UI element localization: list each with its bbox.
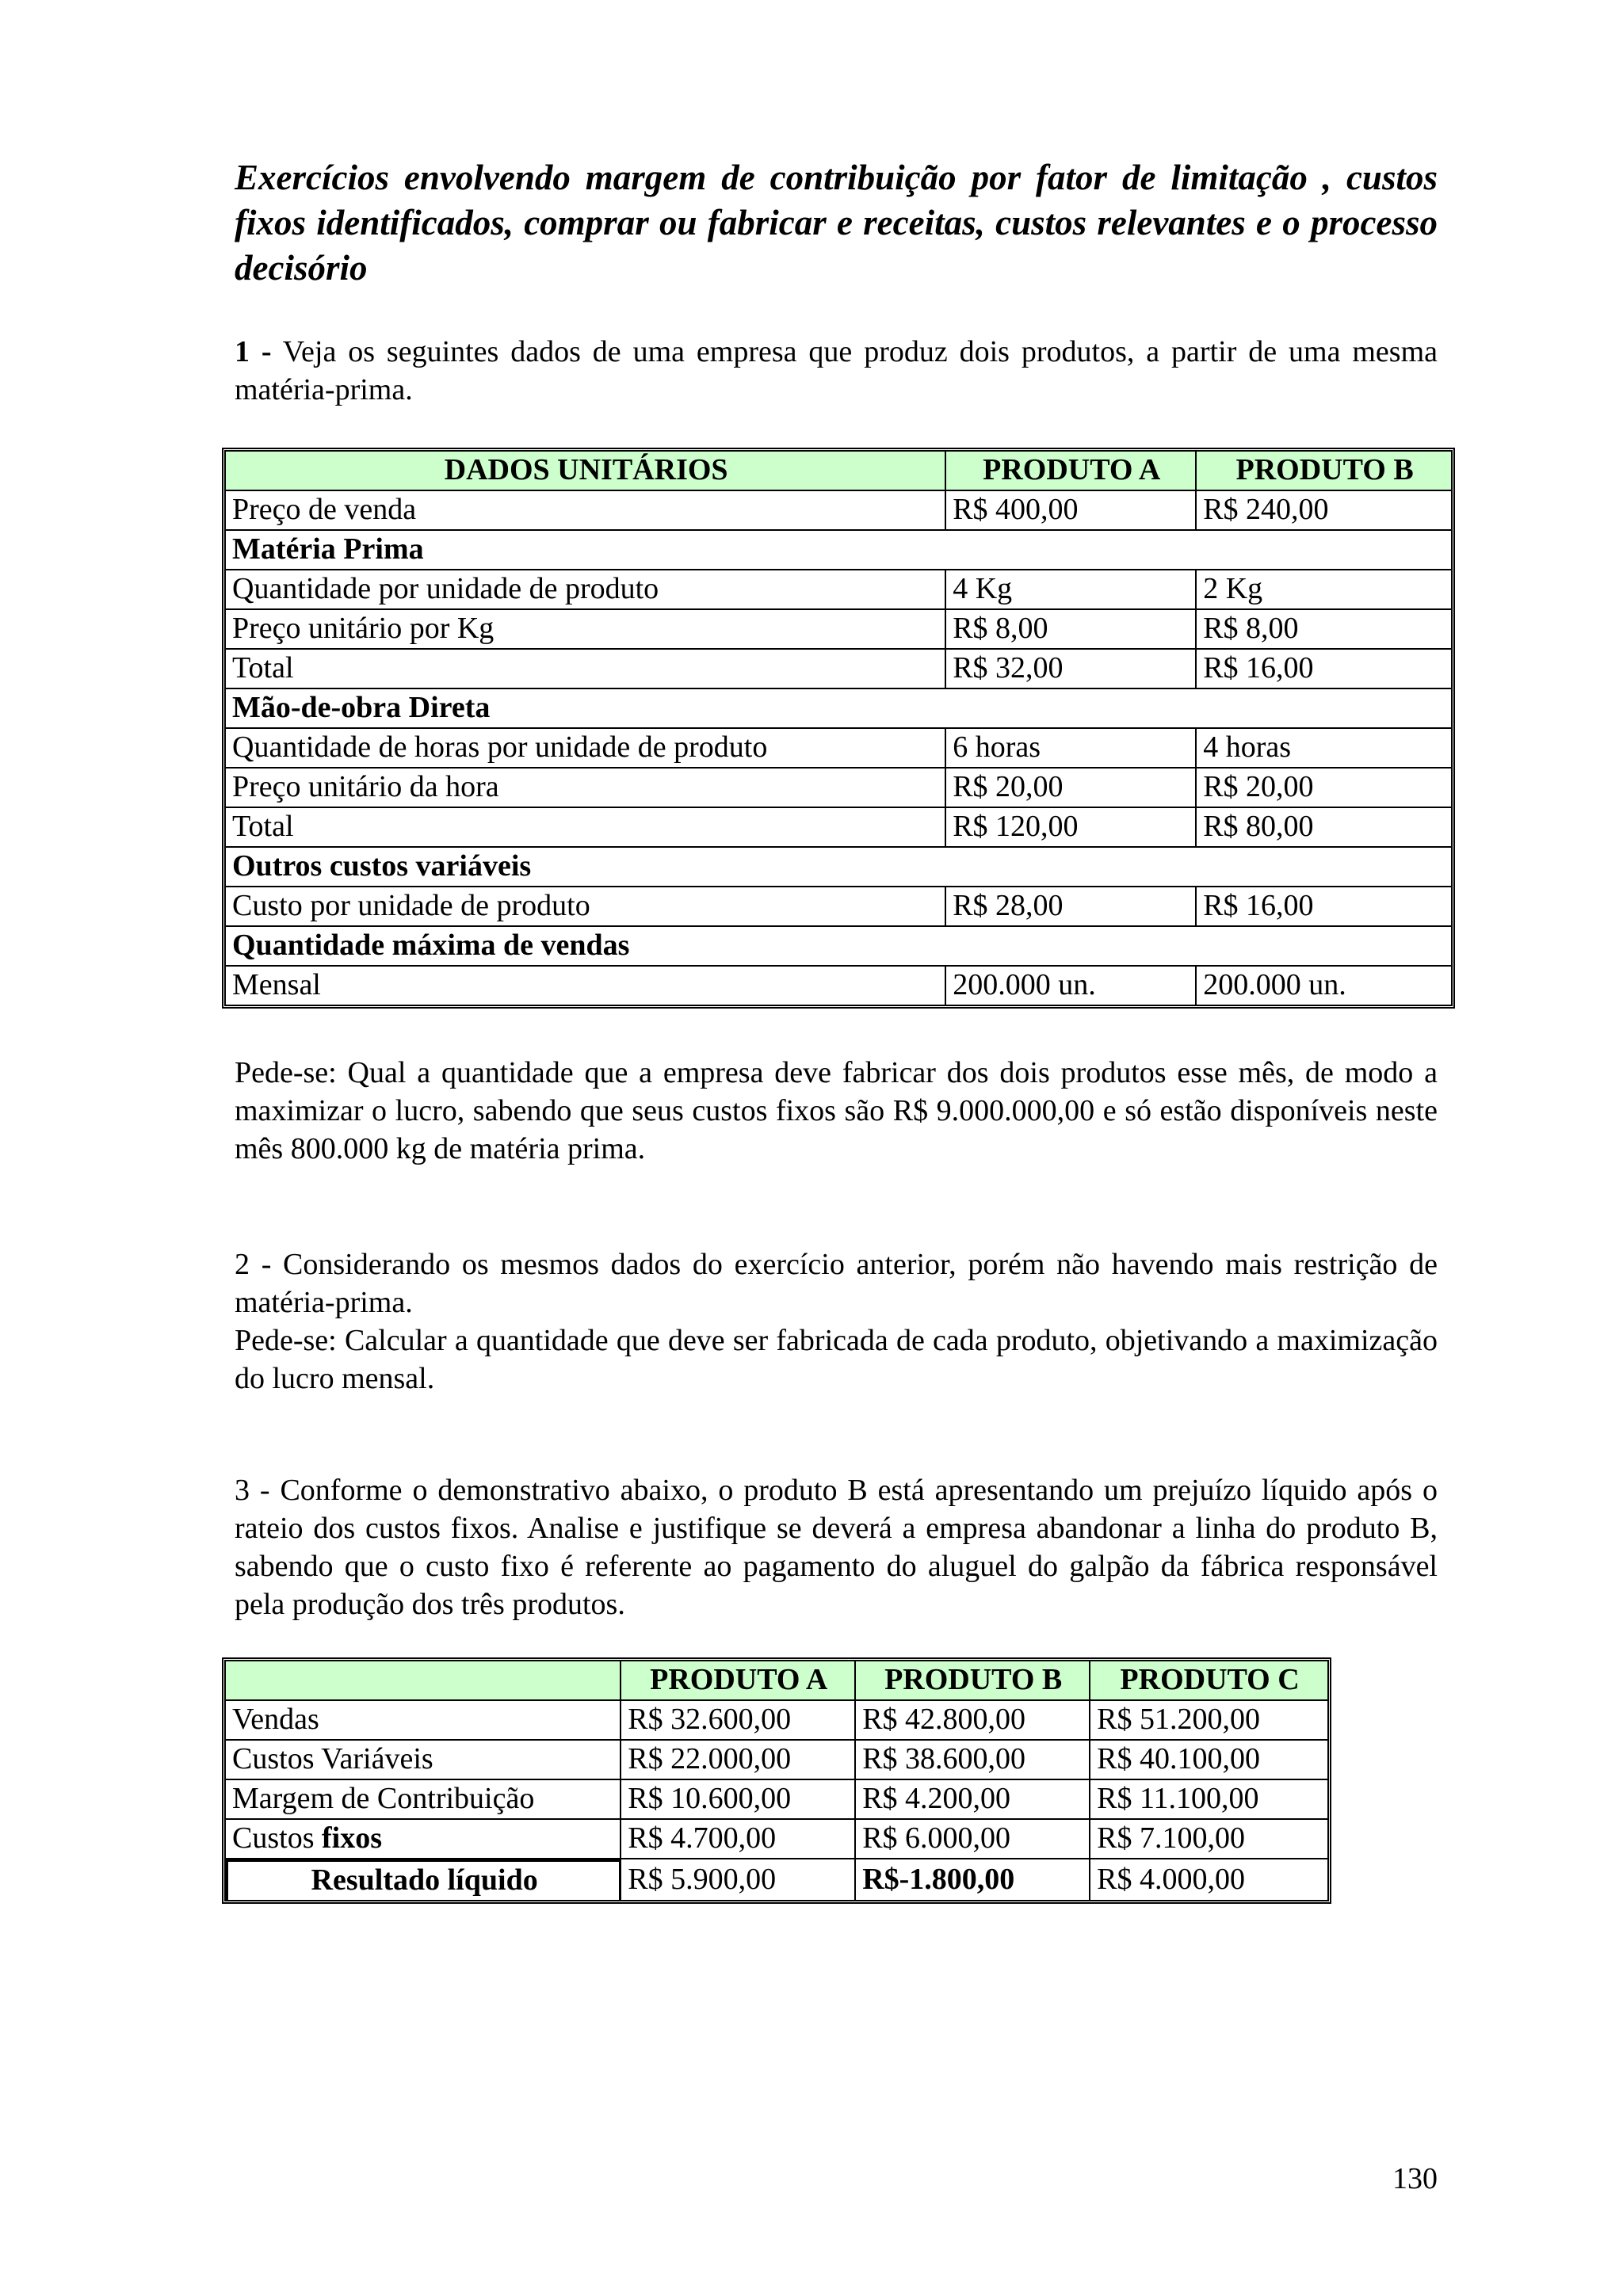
result-row [226, 1859, 1327, 1900]
column-header: DADOS UNITÁRIOS [226, 452, 946, 491]
exercise-1-intro [235, 333, 1438, 409]
exercise-1-intro-text: Veja os seguintes dados de uma empresa que produz dois produtos, a partir de uma mesma matéria-prima. [235, 335, 1438, 406]
row-label-bold: fixos [321, 1821, 382, 1855]
page-number: 130 [1392, 2162, 1438, 2195]
product-b-value: R$ 80,00 [1197, 808, 1451, 848]
table-header-row [226, 452, 1451, 491]
product-a-value: R$ 28,00 [946, 887, 1197, 927]
exercise-2-text: 2 - Considerando os mesmos dados do exercício anterior, porém não havendo mais restrição de matéria-prima. [235, 1248, 1438, 1319]
product-b-value: 2 Kg [1197, 570, 1451, 610]
row-label: Total [226, 650, 946, 689]
product-a-value: R$ 20,00 [946, 769, 1197, 808]
row-label: Preço de venda [226, 491, 946, 531]
column-header: PRODUTO C [1090, 1661, 1327, 1701]
section-row [226, 927, 1451, 967]
column-header: PRODUTO B [1197, 452, 1451, 491]
table-row [226, 1741, 1327, 1780]
product-a-value: 4 Kg [946, 570, 1197, 610]
section-label: Outros custos variáveis [226, 848, 1451, 887]
table-row [226, 650, 1451, 689]
row-label: Mensal [226, 967, 946, 1005]
table-row [226, 1780, 1327, 1820]
product-a-value: R$ 10.600,00 [621, 1780, 856, 1820]
product-b-value: R$ 16,00 [1197, 887, 1451, 927]
product-c-value: R$ 51.200,00 [1090, 1701, 1327, 1741]
product-a-value: R$ 4.700,00 [621, 1820, 856, 1859]
product-b-value: R$ 6.000,00 [856, 1820, 1090, 1859]
section-label: Matéria Prima [226, 531, 1451, 570]
row-label: Quantidade de horas por unidade de produto [226, 729, 946, 769]
product-a-value: R$ 8,00 [946, 610, 1197, 650]
exercise-3-text: 3 - Conforme o demonstrativo abaixo, o produto B está apresentando um prejuízo líquido após o rateio dos custos fixos. Analise e justifique se deverá a empresa abandonar a linha do produto B, sabendo que o custo fixo é referente ao pagamento do aluguel do galpão da fábrica responsável pela produção dos três produtos. [235, 1474, 1438, 1621]
column-header: PRODUTO A [621, 1661, 856, 1701]
document-title: Exercícios envolvendo margem de contribuição por fator de limitação , custos fixos identificados, comprar ou fabricar e receitas, custos relevantes e o processo decisório [235, 158, 1438, 288]
section-row [226, 531, 1451, 570]
product-b-value: R$ 42.800,00 [856, 1701, 1090, 1741]
product-a-value: R$ 5.900,00 [621, 1859, 856, 1900]
product-a-value: R$ 32.600,00 [621, 1701, 856, 1741]
product-b-value: 4 horas [1197, 729, 1451, 769]
row-label-plain: Custos [232, 1821, 322, 1855]
table-row [226, 887, 1451, 927]
product-b-value: R$ 20,00 [1197, 769, 1451, 808]
table-row [226, 570, 1451, 610]
product-b-value: R$ 16,00 [1197, 650, 1451, 689]
section-row [226, 848, 1451, 887]
exercise-2-question: Pede-se: Calcular a quantidade que deve ser fabricada de cada produto, objetivando a maximização do lucro mensal. [235, 1324, 1438, 1395]
results-table [222, 1657, 1331, 1904]
product-b-value: R$-1.800,00 [856, 1859, 1090, 1900]
product-c-value: R$ 7.100,00 [1090, 1820, 1327, 1859]
table-row [226, 1701, 1327, 1741]
table-row [226, 1820, 1327, 1859]
product-b-value: R$ 8,00 [1197, 610, 1451, 650]
table-row [226, 769, 1451, 808]
row-label: Preço unitário da hora [226, 769, 946, 808]
product-a-value: 200.000 un. [946, 967, 1197, 1005]
row-label: Vendas [226, 1701, 621, 1741]
product-b-value: 200.000 un. [1203, 968, 1346, 1001]
row-label: Quantidade por unidade de produto [226, 570, 946, 610]
row-label: Resultado líquido [226, 1859, 621, 1900]
product-a-value: 6 horas [946, 729, 1197, 769]
exercise-1-question: Pede-se: Qual a quantidade que a empresa deve fabricar dos dois produtos esse mês, de modo a maximizar o lucro, sabendo que seus custos fixos são R$ 9.000.000,00 e só estão disponíveis neste mês 800.000 kg de matéria prima. [235, 1056, 1438, 1165]
section-label: Mão-de-obra Direta [226, 689, 1451, 729]
product-c-value: R$ 4.000,00 [1097, 1862, 1245, 1896]
row-label: Margem de Contribuição [226, 1780, 621, 1820]
section-label: Quantidade máxima de vendas [226, 927, 1451, 967]
column-header: PRODUTO A [946, 452, 1197, 491]
product-a-value: R$ 32,00 [946, 650, 1197, 689]
product-b-value: R$ 4.200,00 [856, 1780, 1090, 1820]
column-header: PRODUTO B [856, 1661, 1090, 1701]
row-label: Custos Variáveis [226, 1741, 621, 1780]
row-label [226, 1820, 621, 1859]
column-header [226, 1661, 621, 1701]
product-b-value: R$ 240,00 [1197, 491, 1451, 531]
product-b-value: R$ 38.600,00 [856, 1741, 1090, 1780]
product-a-value: R$ 120,00 [946, 808, 1197, 848]
table-row [226, 610, 1451, 650]
product-c-value: R$ 40.100,00 [1090, 1741, 1327, 1780]
row-label: Custo por unidade de produto [226, 887, 946, 927]
row-label: Preço unitário por Kg [226, 610, 946, 650]
product-a-value: R$ 22.000,00 [621, 1741, 856, 1780]
section-row [226, 689, 1451, 729]
exercise-1-number: 1 - [235, 335, 272, 368]
product-c-value: R$ 11.100,00 [1090, 1780, 1327, 1820]
unit-data-table [222, 448, 1455, 1009]
table-row [226, 808, 1451, 848]
table-row [226, 729, 1451, 769]
row-label: Total [226, 808, 946, 848]
product-a-value: R$ 400,00 [946, 491, 1197, 531]
table-row [226, 491, 1451, 531]
table-header-row [226, 1661, 1327, 1701]
table-row [226, 967, 1451, 1005]
